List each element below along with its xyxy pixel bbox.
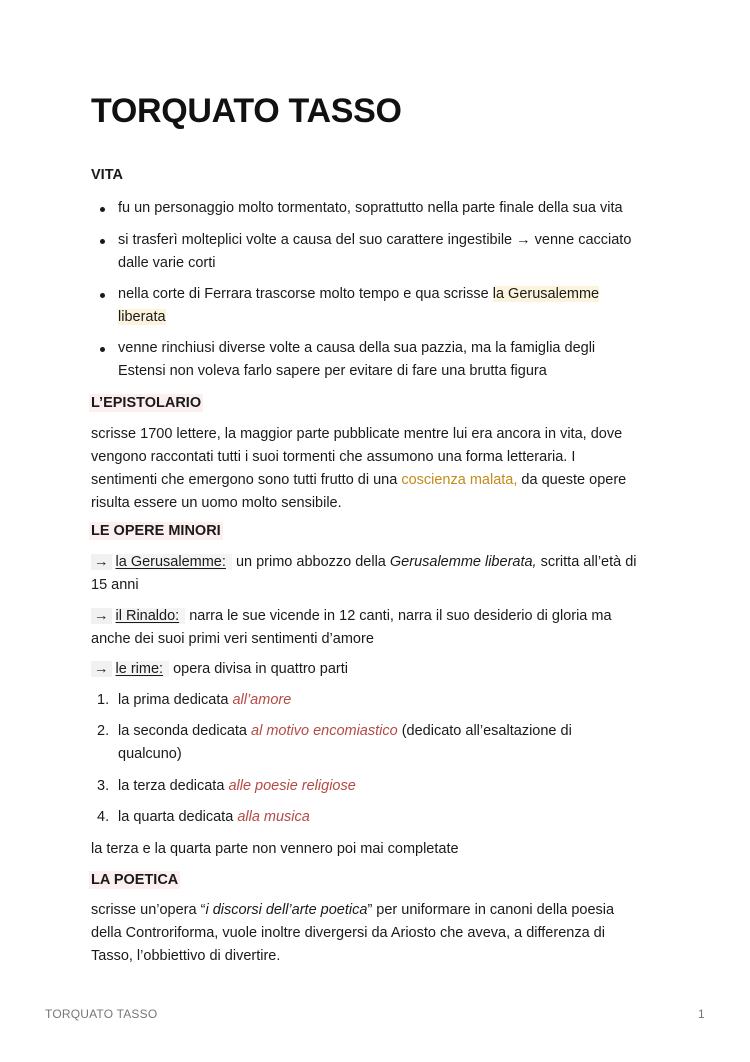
rime-list [91, 806, 671, 829]
list-item: si trasferì molteplici volte a causa del suo carattere ingestibile → venne cacciato dalle varie corti [91, 229, 671, 275]
highlighted-text: coscienza malata, [401, 472, 518, 488]
opere-rinaldo: → il Rinaldo: narra le sue vicende in 12 canti, narra il suo desiderio di gloria ma anche dei suoi primi veri sentimenti d’amore [91, 608, 612, 647]
item-label: il Rinaldo: [116, 608, 186, 624]
opere-rime: → le rime: opera divisa in quattro parti [91, 658, 671, 681]
arrow-icon: → [91, 608, 112, 624]
footer-title: TORQUATO TASSO [45, 1007, 158, 1021]
bullet-icon [100, 239, 105, 244]
list-item: 4. la quarta dedicata alla musica [97, 809, 310, 825]
section-heading-opere: LE OPERE MINORI [91, 523, 221, 539]
bullet-icon [100, 207, 105, 212]
bullet-icon [100, 293, 105, 298]
page-number: 1 [698, 1007, 705, 1021]
section-heading-epistolario: L’EPISTOLARIO [91, 395, 202, 411]
opere-gerusalemme: → la Gerusalemme: un primo abbozzo della Gerusalemme liberata, scritta all’età di 15 anni [91, 554, 637, 593]
section-poetica [91, 872, 671, 888]
section-heading-poetica: LA POETICA [91, 872, 179, 888]
section-epistolario [91, 395, 671, 411]
rime-list [91, 720, 671, 766]
opere-closing: la terza e la quarta parte non vennero poi mai completate [91, 841, 459, 857]
section-vita [91, 167, 671, 183]
vita-list [91, 337, 671, 383]
epistolario-paragraph: scrisse 1700 lettere, la maggior parte pubblicate mentre lui era ancora in vita, dove vengono raccontati tutti i suoi tormenti che assumono una forma letteraria. I sentimenti che emergono sono tutti frutto di una coscienza malata, da queste opere risulta essere un uomo molto sensibile. [91, 426, 627, 511]
document-title: TORQUATO TASSO [91, 92, 402, 130]
rime-list [91, 775, 671, 798]
list-item: venne rinchiusi diverse volte a causa della sua pazzia, ma la famiglia degli Estensi non voleva farlo sapere per evitare di fare una brutta figura [91, 337, 671, 383]
vita-list [91, 283, 671, 329]
vita-list [91, 197, 671, 220]
section-opere-minori [91, 523, 671, 539]
rime-list [91, 689, 671, 712]
item-label: la Gerusalemme: [116, 554, 232, 570]
section-heading-vita: VITA [91, 167, 123, 183]
vita-list [91, 229, 671, 275]
arrow-icon: → [91, 661, 112, 677]
list-item: nella corte di Ferrara trascorse molto tempo e qua scrisse la Gerusalemme liberata [91, 283, 671, 329]
highlighted-text: liberata [118, 309, 166, 325]
list-item: 1. la prima dedicata all’amore [97, 692, 292, 708]
list-item: fu un personaggio molto tormentato, soprattutto nella parte finale della sua vita [91, 197, 671, 220]
bullet-icon [100, 347, 105, 352]
list-item: 2. la seconda dedicata al motivo encomiastico (dedicato all’esaltazione di qualcuno) [97, 723, 572, 762]
highlighted-text: la Gerusalemme [492, 286, 600, 302]
arrow-icon: → [91, 554, 112, 570]
list-item: 3. la terza dedicata alle poesie religiose [97, 778, 356, 794]
poetica-paragraph: scrisse un’opera “i discorsi dell’arte poetica” per uniformare in canoni della poesia della Controriforma, vuole inoltre divergersi da Ariosto che aveva, a differenza di Tasso, l’obbiettivo di divertire. [91, 902, 615, 964]
arrow-icon: → [516, 232, 531, 248]
item-label: le rime: [116, 661, 170, 677]
